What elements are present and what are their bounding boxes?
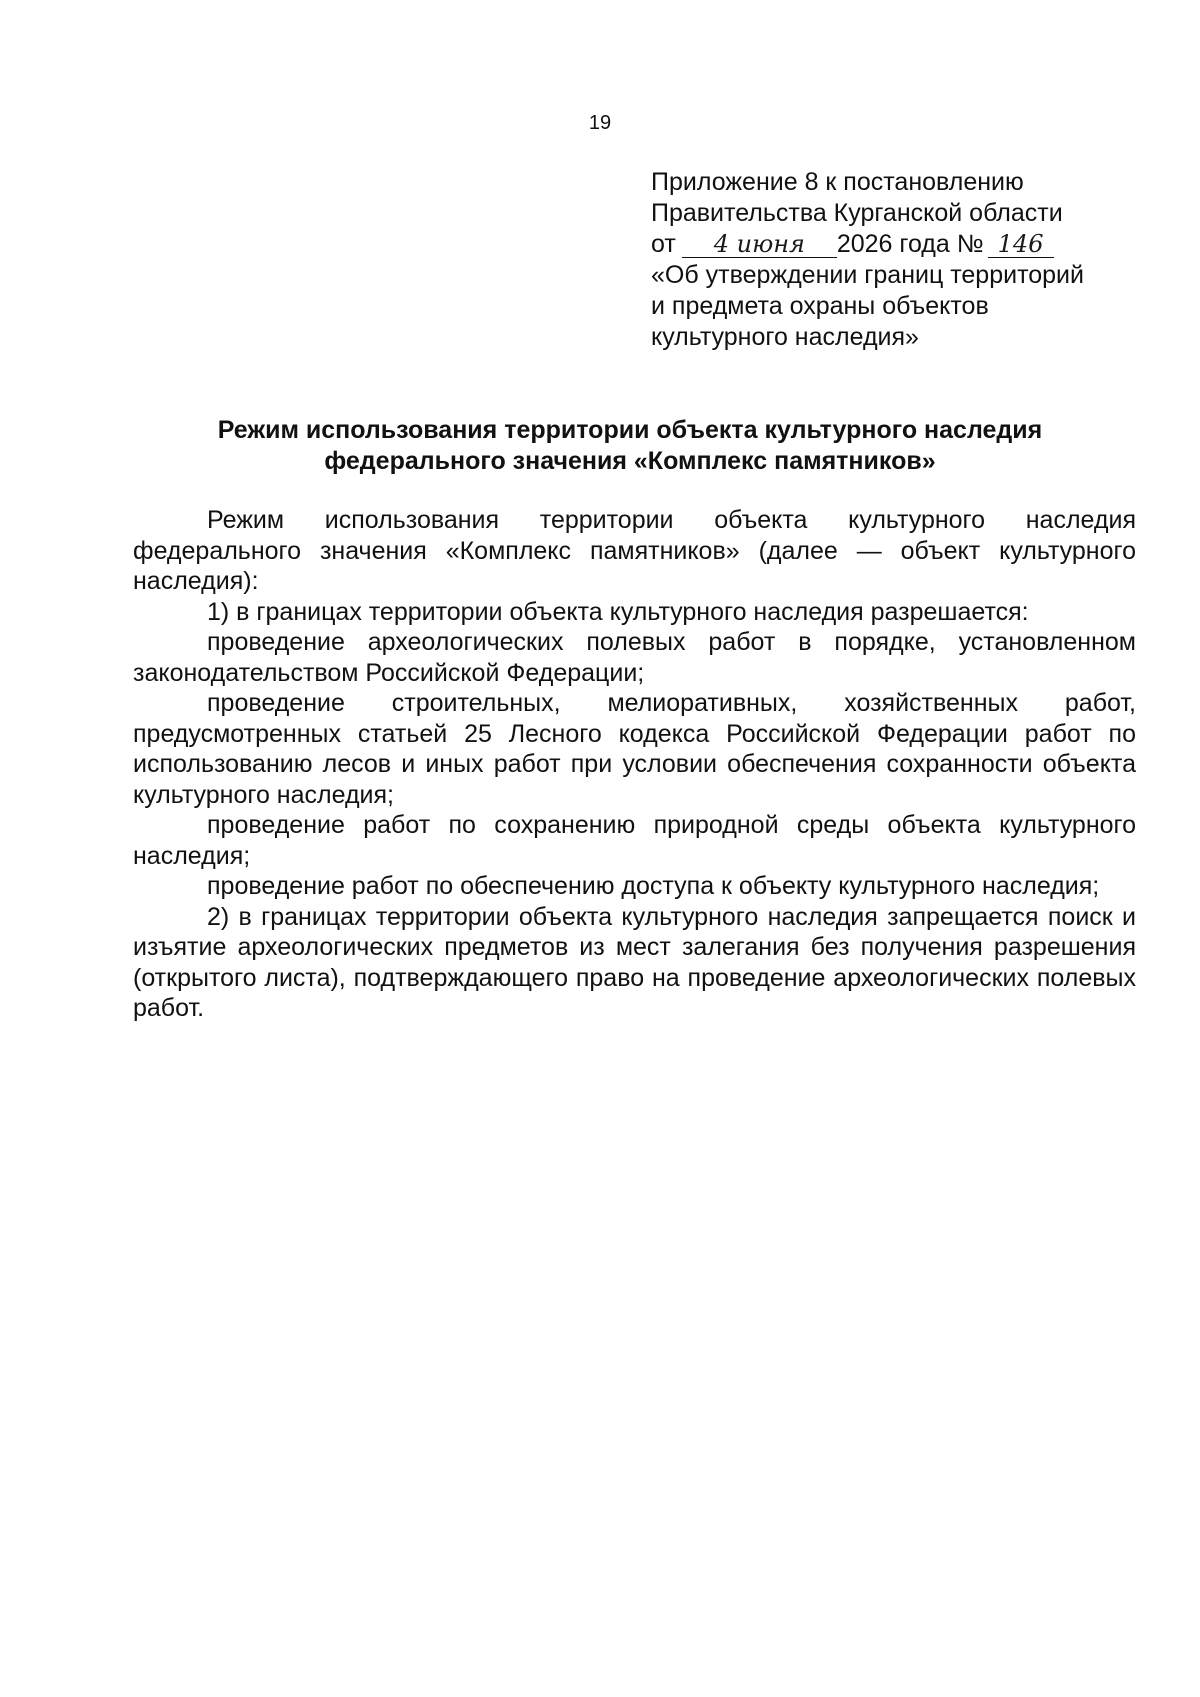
intro-paragraph: Режим использования территории объекта культурного наследия федерального значения «Комплекс памятников» (далее — объект культурного наследия): — [133, 506, 1136, 595]
appendix-line-1: Приложение 8 к постановлению — [651, 168, 1024, 196]
title-line-2: федерального значения «Комплекс памятников» — [324, 447, 936, 475]
item-1-heading: 1) в границах территории объекта культурного наследия разрешается: — [207, 597, 1029, 626]
title-line-1: Режим использования территории объекта культурного наследия — [217, 416, 1043, 444]
item-1-access-works: проведение работ по обеспечению доступа к объекту культурного наследия; — [207, 872, 1100, 900]
date-prefix: от — [651, 230, 676, 258]
handwritten-date: 4 июня — [682, 231, 837, 258]
item-1-construction-works: проведение строительных, мелиоративных, хозяйственных работ, предусмотренных статьей 25 Лесного кодекса Российской Федерации работ по использованию лесов и иных работ при условии обеспечения сохранности объекта культурного наследия; — [133, 689, 1136, 809]
appendix-line-5: и предмета охраны объектов — [651, 292, 989, 320]
item-1-environment-works: проведение работ по сохранению природной среды объекта культурного наследия; — [133, 811, 1136, 870]
appendix-line-2: Правительства Курганской области — [651, 199, 1063, 227]
page-number: 19 — [588, 112, 612, 134]
item-1-archaeological-works: проведение археологических полевых работ в порядке, установленном законодательством Российской Федерации; — [133, 628, 1136, 687]
handwritten-number: 146 — [988, 231, 1054, 258]
document-body — [133, 505, 1136, 1024]
year-label: 2026 года № — [836, 230, 984, 258]
item-2-prohibition: 2) в границах территории объекта культурного наследия запрещается поиск и изъятие археологических предметов из мест залегания без получения разрешения (открытого листа), подтверждающего право на проведение археологических полевых работ. — [133, 902, 1136, 1022]
document-title — [100, 415, 1160, 477]
appendix-line-6: культурного наследия» — [651, 323, 919, 351]
appendix-block — [651, 167, 1131, 353]
appendix-date-line — [651, 229, 1131, 260]
appendix-line-4: «Об утверждении границ территорий — [651, 261, 1084, 289]
